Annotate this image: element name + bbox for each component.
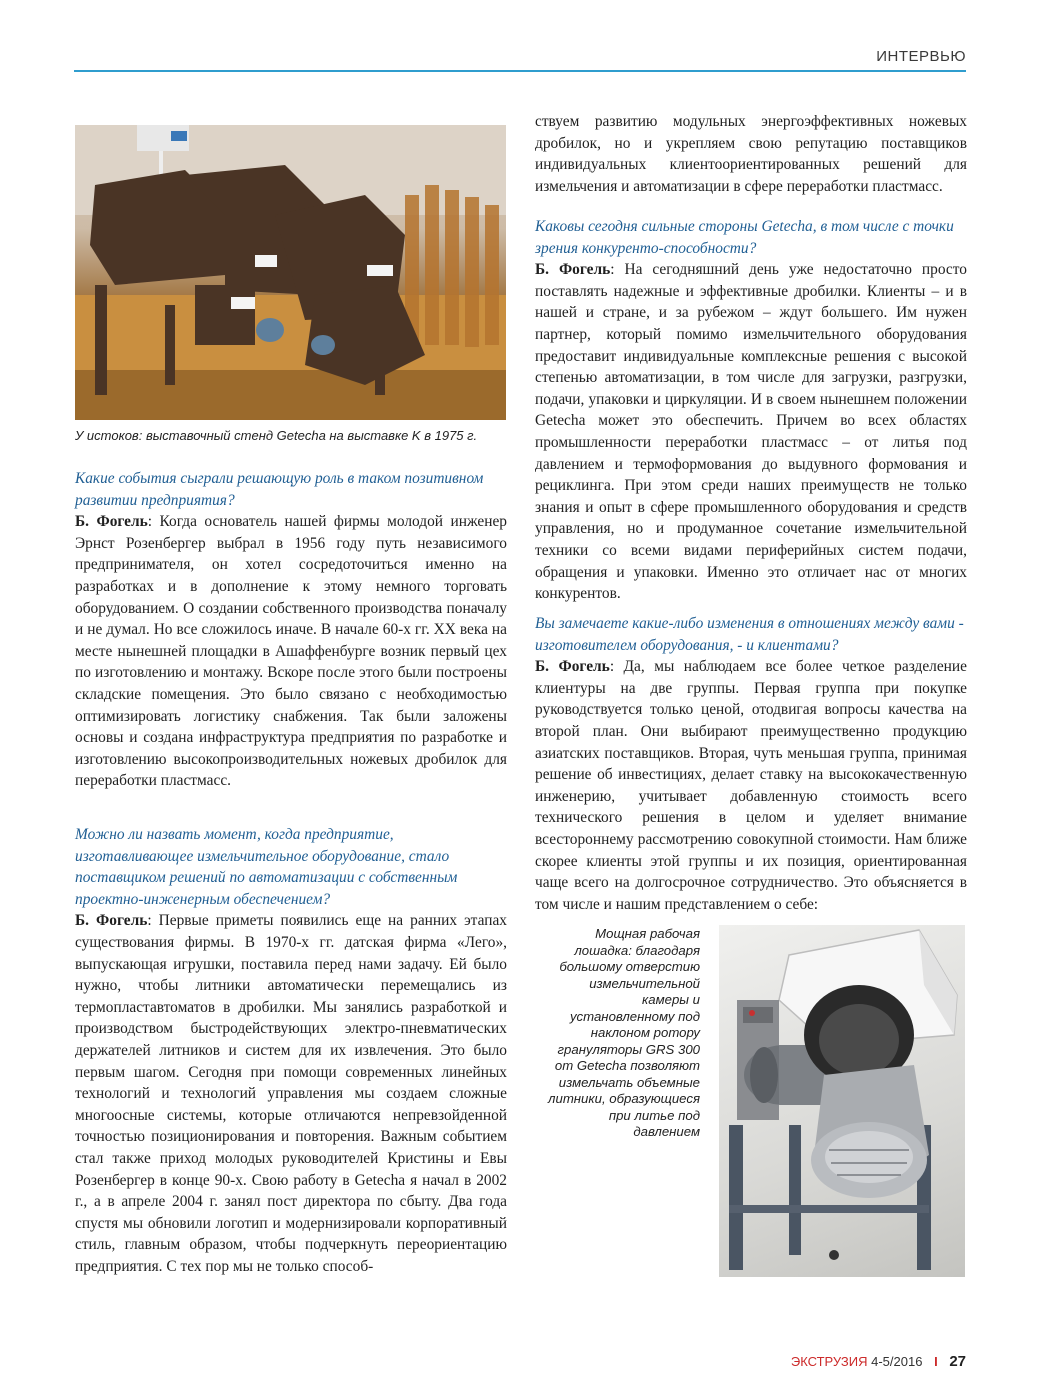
answer-4-speaker: Б. Фогель [535,658,610,676]
exhibition-photo [75,125,506,420]
right-column-3 [535,613,967,915]
magazine-name: ЭКСТРУЗИЯ [790,1354,868,1369]
page-footer [791,1353,966,1370]
question-1: Какие события сыграли решающую роль в таком позитивном развитии предприятия? [75,470,484,509]
answer-2-speaker: Б. Фогель [75,912,148,930]
issue-number: 4-5/2016 [871,1354,923,1369]
section-label: ИНТЕРВЬЮ [876,48,966,65]
answer-4-text: : Да, мы наблюдаем все более четкое разделение клиентуры на две группы. Первая группа при покупке руководствуется только ценой, отодвигая вопросы качества на второй план. Они выбирают преимущественно продукцию азиатских поставщиков. Вторая, чуть меньшая группа, принимая решение об инвестициях, делает ставку на высококачественную инженерию, учитывает добавленную стоимость всего технического решения в целом и уделяет внимание всестороннему рассмотрению совокупной стоимости. Нам ближе скорее клиенты этой группы и их позиция, ориентированная чаще всего на долгосрочное сотрудничество. Это объясняется в том числе и нашим представлением о себе: [535,658,967,913]
question-4: Вы замечаете какие-либо изменения в отношениях между вами - изготовителем оборудования, - и клиентами? [535,615,964,654]
photo-caption: У истоков: выставочный стенд Getecha на выставке K в 1975 г. [75,428,478,443]
left-column [75,468,507,792]
page-number: 27 [949,1353,966,1370]
right-column [535,111,967,197]
question-3: Каковы сегодня сильные стороны Getecha, в том числе с точки зрения конкуренто-способности? [535,218,954,257]
header-rule [74,70,966,72]
question-2: Можно ли назвать момент, когда предприятие, изготавливающее измельчительное оборудование, стало поставщиком решений по автоматизации с собственным проектно-инженерным обеспечением? [75,826,458,908]
answer-1-text: : Когда основатель нашей фирмы молодой инженер Эрнст Розенбергер выбрал в 1956 году путь независимого предпринимателя, он хотел сосредоточиться именно на разработках и в дополнение к этому немного торговать оборудованием. О создании собственного производства поначалу и не думал. Но все сложилось иначе. В начале 60-х гг. XX века на месте нынешней площадки в Ашаффенбурге возник первый цех по изготовлению и монтажу. Вскоре после этого были построены складские помещения. Это было связано с необходимостью оптимизировать логистику снабжения. Так были заложены основы и создана инфраструктура предприятия по разработке и изготовлению высокопроизводительных ножевых дробилок для переработки пластмасс. [75,513,507,790]
answer-1-speaker: Б. Фогель [75,513,148,531]
answer-3 [535,259,967,605]
answer-1 [75,511,507,792]
answer-3-speaker: Б. Фогель [535,261,611,279]
answer-4 [535,656,967,915]
machine-caption: Мощная рабочая лошадка: благодаря большому отверстию измельчительной камеры и установленному под наклоном ротору грануляторы GRS 300 от Getecha позволяют измельчать объемные литники, образующиеся при литье под давлением [548,926,700,1139]
answer-2-text: : Первые приметы появились еще на ранних этапах существования фирмы. В 1970-х гг. датская фирма «Лего», выпускающая игрушки, поставила перед нами задачу. Ей было нужно, чтобы литники автоматически перемещались из термопластавтоматов в дробилки. Мы занялись разработкой и производством быстродействующих электро-пневматических держателей литников и систем для их извлечения. Это было первым шагом. Сегодня при помощи современных линейных технологий и технологий управления мы создаем сложные многоосные системы, которые отличаются непревзойденной точностью позиционирования и повторения. Важным событием стал также приход молодых руководителей Кристины и Евы Розенбергер в конце 90-х. Свою работу в Getecha я начал в 2002 г., а в апреле 2004 г. занял пост директора по сбыту. Два года спустя мы обновили логотип и модернизировали корпоративный стиль, главным образом, чтобы подчеркнуть переориентацию предприятия. С тех пор мы не только способ- [75,912,507,1275]
answer-3-text: : На сегодняшний день уже недостаточно просто поставлять надежные и эффективные дробилки. Клиенты – и в нашей и стране, и за рубежом – ждут большего. Им нужен партнер, который помимо измельчительного оборудования предоставит индивидуальные комплексные решения с высокой степенью автоматизации, в том числе для загрузки, разгрузки, подачи, упаковки и циркуляции. И в своем нынешнем положении Getecha может это обеспечить. Причем во всех областях промышленности переработки пластмасс – от литья под давлением и термоформования до выдувного формования и рециклинга. При этом среди наших преимуществ не только знания и опыт в сфере промышленного оборудования и средств управления, но и продуманное сочетание измельчительной техники со всеми видами периферийных систем подачи, обращения и упаковки. Именно это отличает нас от многих конкурентов. [535,261,967,603]
answer-2 [75,910,507,1277]
continued-text: ствуем развитию модульных энергоэффективных ножевых дробилок, но и укрепляем свою репутацию поставщиков индивидуальных клиентоориентированных решений для измельчения и автоматизации в сфере переработки пластмасс. [535,113,967,195]
footer-separator: I [934,1354,938,1369]
left-column-2 [75,824,507,1277]
right-column-2 [535,216,967,605]
granulator-photo [719,925,965,1277]
